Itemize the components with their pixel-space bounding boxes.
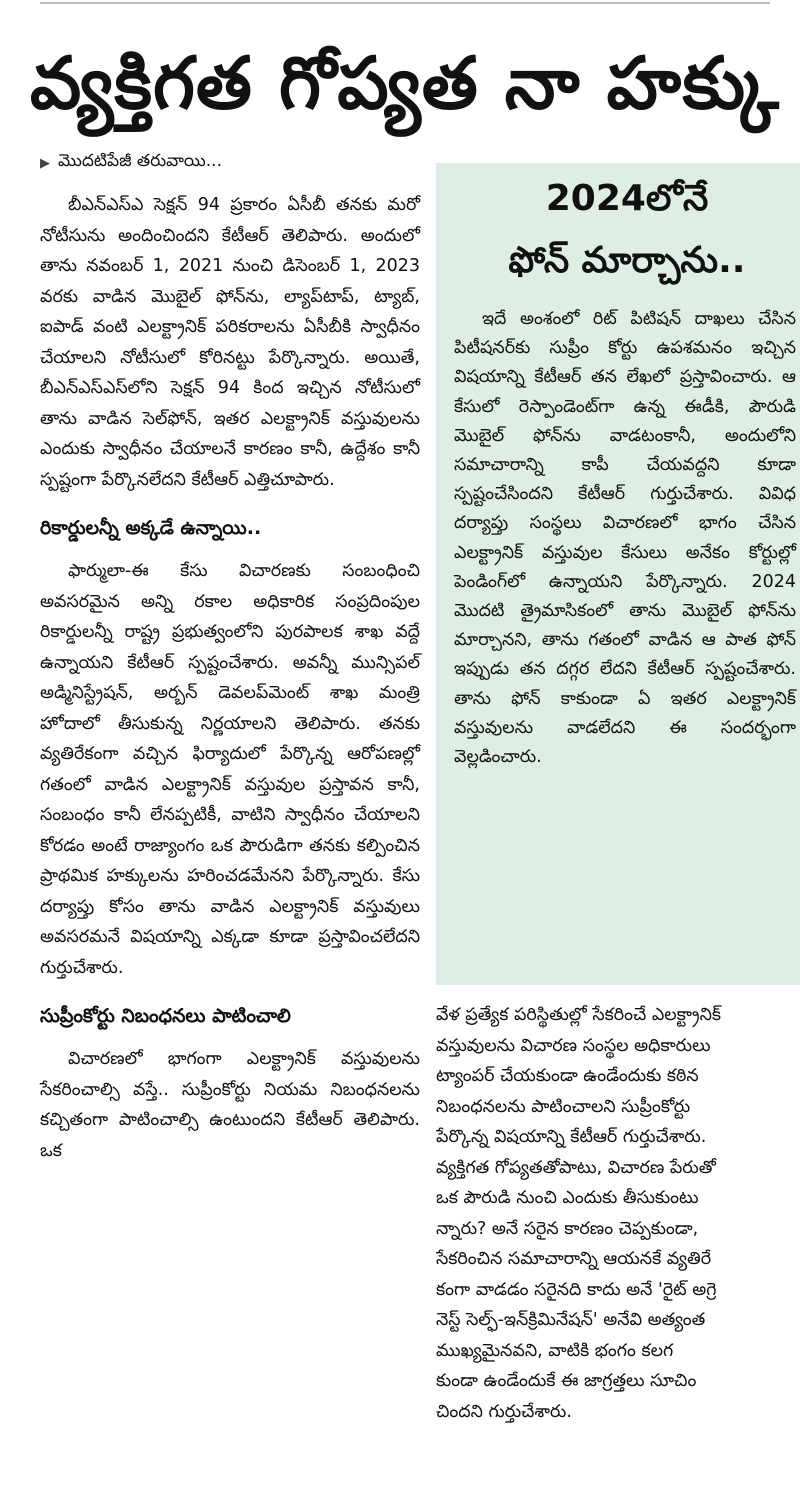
top-rule (40, 2, 770, 4)
box-body: ఇదే అంశంలో రిట్ పిటిషన్ దాఖలు చేసిన పిటీషనర్‌కు సుప్రీం కోర్టు ఉపశమనం ఇచ్చిన విషయాన్ని కేటీఆర్ తన లేఖలో ప్రస్తావించారు. ఆ కేసులో రెస్పాండెంట్‌గా ఉన్న ఈడీకి, పౌరుడి మొబైల్ ఫోన్‌ను వాడటంకానీ, అందులోని సమాచారాన్ని కాపీ చేయవద్దని కూడా స్పష్టంచేసిందని కేటీఆర్ గుర్తుచేశారు. వివిధ దర్యాప్తు సంస్థలు విచారణలో భాగం చేసిన ఎలక్ట్రానిక్ వస్తువుల కేసులు అనేకం కోర్టుల్లో పెండింగ్‌లో ఉన్నాయని పేర్కొన్నారు. 2024 మొదటి త్రైమాసికంలో తాను మొబైల్ ఫోన్‌ను మార్చానని, తాను గతంలో వాడిన ఆ పాత ఫోన్ ఇప్పుడు తన దగ్గర లేదని కేటీఆర్ స్పష్టంచేశారు. తాను ఫోన్ కాకుండా ఏ ఇతర ఎలక్ట్రానిక్ వస్తువులను వాడలేదని ఈ సందర్భంగా వెల్లడించారు. (454, 309, 796, 768)
continuation-text: మొదటిపేజీ తరువాయి... (58, 151, 222, 171)
right-line: వ్యక్తిగత గోప్యతతోపాటు, విచారణ పేరుతో (436, 1157, 716, 1178)
right-line: చిందని గుర్తుచేశారు. (436, 1401, 572, 1422)
right-line: వస్తువులను విచారణ సంస్థల అధికారులు (436, 1035, 711, 1056)
right-line: కుండా ఉండేందుకే ఈ జాగ్రత్తలు సూచిం (436, 1371, 697, 1391)
box-title-line1: 2024లోనే (545, 178, 709, 219)
sidebar-box (436, 163, 800, 985)
right-line: కంగా వాడడం సరైనది కాదు అనే 'రైట్ అగ్రె (436, 1279, 717, 1300)
intro-paragraph: బీఎన్ఎస్ఎ సెక్షన్ 94 ప్రకారం ఏసీబీ తనకు మరో నోటీసును అందించిందని కేటీఆర్ తెలిపారు. అందులో తాను నవంబర్ 1, 2021 నుంచి డిసెంబర్ 1, 2023 వరకు వాడిన మొబైల్ ఫోన్‌ను, ల్యాప్‌టాప్, ట్యాబ్, ఐపాడ్ వంటి ఎలక్ట్రానిక్ పరికరాలను ఏసీబీకి స్వాధీనం చేయాలని నోటీసులో కోరినట్టు పేర్కొన్నారు. అయితే, బీఎన్ఎస్ఎస్‌లోని సెక్షన్ 94 కింద ఇచ్చిన నోటీసులో తాను వాడిన సెల్‌ఫోన్, ఇతర ఎలక్ట్రానిక్ వస్తువులను ఎందుకు స్వాధీనం చేయాలనే కారణం కానీ, ఉద్దేశం కానీ స్పష్టంగా పేర్కొనలేదని కేటీఆర్ ఎత్తిచూపారు. (40, 195, 420, 490)
right-line: ట్యాంపర్ చేయకుండా ఉండేందుకు కఠిన (436, 1066, 699, 1086)
right-line: న్నారు? అనే సరైన కారణం చెప్పకుండా, (436, 1218, 699, 1239)
right-line: పేర్కొన్న విషయాన్ని కేటీఆర్ గుర్తుచేశారు. (436, 1127, 707, 1147)
right-line: ఒక పౌరుడి నుంచి ఎందుకు తీసుకుంటు (436, 1188, 699, 1208)
arrow-right-icon: ▶ (40, 155, 50, 171)
continuation-note (40, 150, 420, 176)
right-column (436, 1000, 800, 1427)
headline: వ్యక్తిగత గోప్యత నా హక్కు (30, 41, 780, 125)
box-title-line2: ఫోన్ మార్చాను.. (508, 240, 746, 281)
subhead-supreme-court: సుప్రీంకోర్టు నిబంధనలు పాటించాలి (40, 1005, 291, 1027)
records-paragraph: ఫార్ములా-ఈ కేసు విచారణకు సంబంధించి అవసరమైన అన్ని రకాల అధికారిక సంప్రదింపుల రికార్డులన్నీ రాష్ట్ర ప్రభుత్వంలోని పురపాలక శాఖ వద్దే ఉన్నాయని కేటీఆర్ స్పష్టంచేశారు. అవన్నీ మున్సిపల్ అడ్మినిస్ట్రేషన్, అర్బన్ డెవలప్‌మెంట్ శాఖ మంత్రి హోదాలో తీసుకున్న నిర్ణయాలని తెలిపారు. తనకు వ్యతిరేకంగా వచ్చిన ఫిర్యాదులో పేర్కొన్న ఆరోపణల్లో గతంలో వాడిన ఎలక్ట్రానిక్ వస్తువుల ప్రస్తావన కానీ, సంబంధం కానీ లేనప్పటికీ, వాటిని స్వాధీనం చేయాలని కోరడం అంటే రాజ్యాంగం ఒక పౌరుడిగా తనకు కల్పించిన ప్రాథమిక హక్కులను హరించడమేనని పేర్కొన్నారు. కేసు దర్యాప్తు కోసం తాను వాడిన ఎలక్ట్రానిక్ వస్తువులు అవసరమనే విషయాన్ని ఎక్కడా కూడా ప్రస్తావించలేదని గుర్తుచేశారు. (40, 561, 420, 978)
right-line: నిబంధనలను పాటించాలని సుప్రీంకోర్టు (436, 1096, 691, 1117)
right-line: వేళ ప్రత్యేక పరిస్థితుల్లో సేకరించే ఎలక్ట్రానిక్ (436, 1005, 721, 1025)
right-line: నెస్ట్ సెల్ఫ్-ఇన్‌క్రిమినేషన్' అనేవి అత్యంత (436, 1310, 706, 1330)
supreme-court-paragraph: విచారణలో భాగంగా ఎలక్ట్రానిక్ వస్తువులను సేకరించాల్సి వస్తే.. సుప్రీంకోర్టు నియమ నిబంధనలను కచ్చితంగా పాటించాల్సి ఉంటుందని కేటీఆర్ తెలిపారు. ఒక (40, 1049, 420, 1161)
right-line: సేకరించిన సమాచారాన్ని ఆయనకే వ్యతిరే (436, 1249, 712, 1269)
right-line: ముఖ్యమైనవని, వాటికి భంగం కలగ (436, 1340, 674, 1361)
left-column (40, 150, 420, 1166)
subhead-records: రికార్డులన్నీ అక్కడే ఉన్నాయి.. (40, 517, 262, 539)
